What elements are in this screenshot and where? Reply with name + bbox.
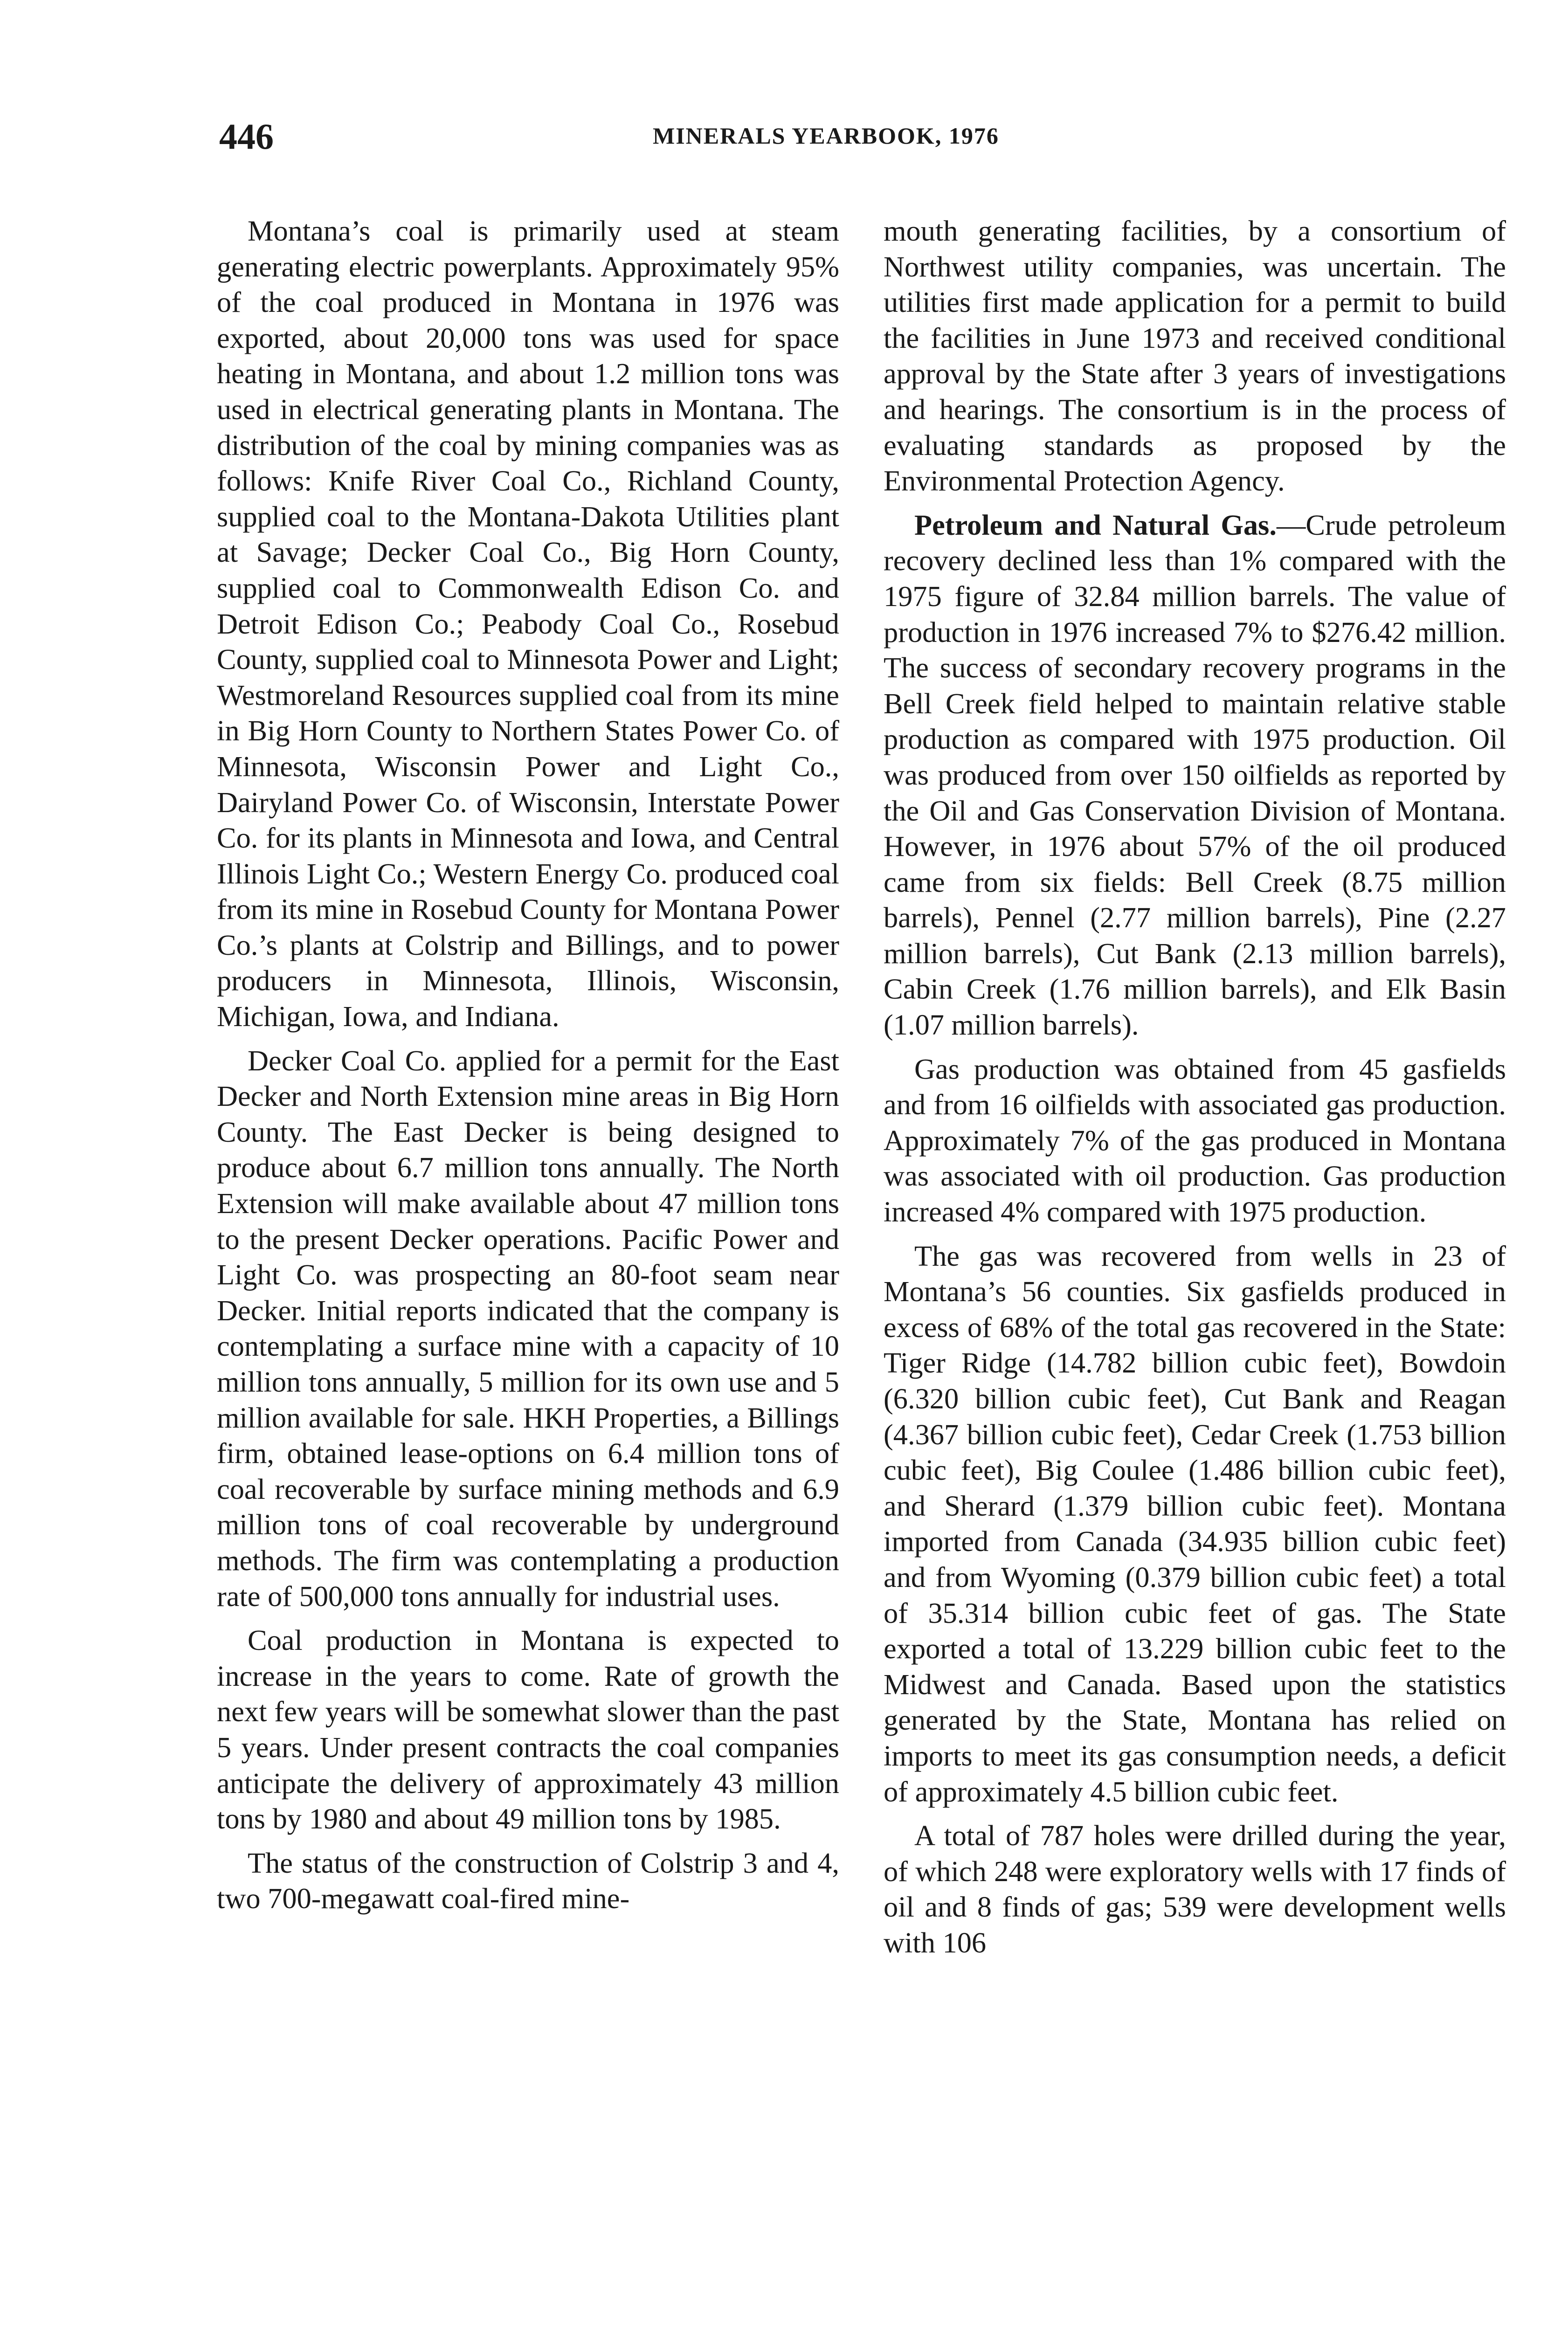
paragraph-coal-distribution: Montana’s coal is primarily used at steam generating electric powerplants. Approximately 95% of the coal produced in Montana in 1976 was exported, about 20,000 tons was used for space heating in Montana, and about 1.2 million tons was used in electrical generating plants in Montana. The distribution of the coal by mining companies was as follows: Knife River Coal Co., Richland County, supplied coal to the Montana-Dakota Utilities plant at Savage; Decker Coal Co., Big Horn County, supplied coal to Commonwealth Edison Co. and Detroit Edison Co.; Peabody Coal Co., Rosebud County, supplied coal to Minnesota Power and Light; Westmoreland Resources supplied coal from its mine in Big Horn County to Northern States Power Co. of Minnesota, Wisconsin Power and Light Co., Dairyland Power Co. of Wisconsin, Interstate Power Co. for its plants in Minnesota and Iowa, and Central Illinois Light Co.; Western Energy Co. produced coal from its mine in Rosebud County for Montana Power Co.’s plants at Colstrip and Billings, and to power producers in Minnesota, Illinois, Wisconsin, Michigan, Iowa, and Indiana. xyxy=(217,215,839,1033)
paragraph-drilling: A total of 787 holes were drilled during the year, of which 248 were exploratory wells with 17 finds of oil and 8 finds of gas; 539 were development wells with 106 xyxy=(884,1820,1506,1959)
left-column xyxy=(217,214,839,1925)
paragraph-decker-permit: Decker Coal Co. applied for a permit for the East Decker and North Extension mine areas in Big Horn County. The East Decker is being designed to produce about 6.7 million tons annually. The North Extension will make available about 47 million tons to the present Decker operations. Pacific Power and Light Co. was prospecting an 80-foot seam near Decker. Initial reports indicated that the company is contemplating a surface mine with a capacity of 10 million tons annually, 5 million for its own use and 5 million available for sale. HKH Properties, a Billings firm, obtained lease-options on 6.4 million tons of coal recoverable by surface mining methods and 6.9 million tons of coal recoverable by underground methods. The firm was contemplating a production rate of 500,000 tons annually for industrial uses. xyxy=(217,1044,839,1613)
paragraph-gas-recovery: The gas was recovered from wells in 23 of Montana’s 56 counties. Six gasfields produced in excess of 68% of the total gas recovered in the State: Tiger Ridge (14.782 billion cubic feet), Bowdoin (6.320 billion cubic feet), Cut Bank and Reagan (4.367 billion cubic feet), Cedar Creek (1.753 billion cubic feet), Big Coulee (1.486 billion cubic feet), and Sherard (1.379 billion cubic feet). Montana imported from Canada (34.935 billion cubic feet) and from Wyoming (0.379 billion cubic feet) a total of 35.314 billion cubic feet of gas. The State exported a total of 13.229 billion cubic feet to the Midwest and Canada. Based upon the statistics generated by the State, Montana has relied on imports to meet its gas consumption needs, a deficit of approximately 4.5 billion cubic feet. xyxy=(884,1240,1506,1808)
paragraph-colstrip-status: The status of the construction of Colstrip 3 and 4, two 700-megawatt coal-fired mine- xyxy=(217,1847,839,1915)
paragraph-coal-outlook: Coal production in Montana is expected to increase in the years to come. Rate of growth the next few years will be somewhat slower than the past 5 years. Under present contracts the coal companies anticipate the delivery of approximately 43 million tons by 1980 and about 49 million tons by 1985. xyxy=(217,1624,839,1835)
paragraph-petroleum xyxy=(884,508,1506,1043)
running-title: MINERALS YEARBOOK, 1976 xyxy=(653,123,999,149)
right-column xyxy=(884,214,1506,1970)
paragraph-colstrip-continued: mouth generating facilities, by a consortium of Northwest utility companies, was uncertain. The utilities first made application for a permit to build the facilities in June 1973 and received conditional approval by the State after 3 years of investigations and hearings. The consortium is in the process of evaluating standards as proposed by the Environmental Protection Agency. xyxy=(884,215,1506,497)
section-heading-petroleum: Petroleum and Natural Gas. xyxy=(914,509,1277,541)
page-number: 446 xyxy=(219,116,274,157)
paragraph-petroleum-body: —Crude petroleum recovery declined less than 1% compared with the 1975 figure of 32.84 million barrels. The value of production in 1976 increased 7% to $276.42 million. The success of secondary recovery programs in the Bell Creek field helped to maintain relative stable production as compared with 1975 production. Oil was produced from over 150 oilfields as reported by the Oil and Gas Conservation Division of Montana. However, in 1976 about 57% of the oil produced came from six fields: Bell Creek (8.75 million barrels), Pennel (2.77 million barrels), Pine (2.27 million barrels), Cut Bank (2.13 million barrels), Cabin Creek (1.76 million barrels), and Elk Basin (1.07 million barrels). xyxy=(884,509,1506,1041)
paragraph-gas-production: Gas production was obtained from 45 gasfields and from 16 oilfields with associated gas production. Approximately 7% of the gas produced in Montana was associated with oil production. Gas production increased 4% compared with 1975 production. xyxy=(884,1053,1506,1228)
